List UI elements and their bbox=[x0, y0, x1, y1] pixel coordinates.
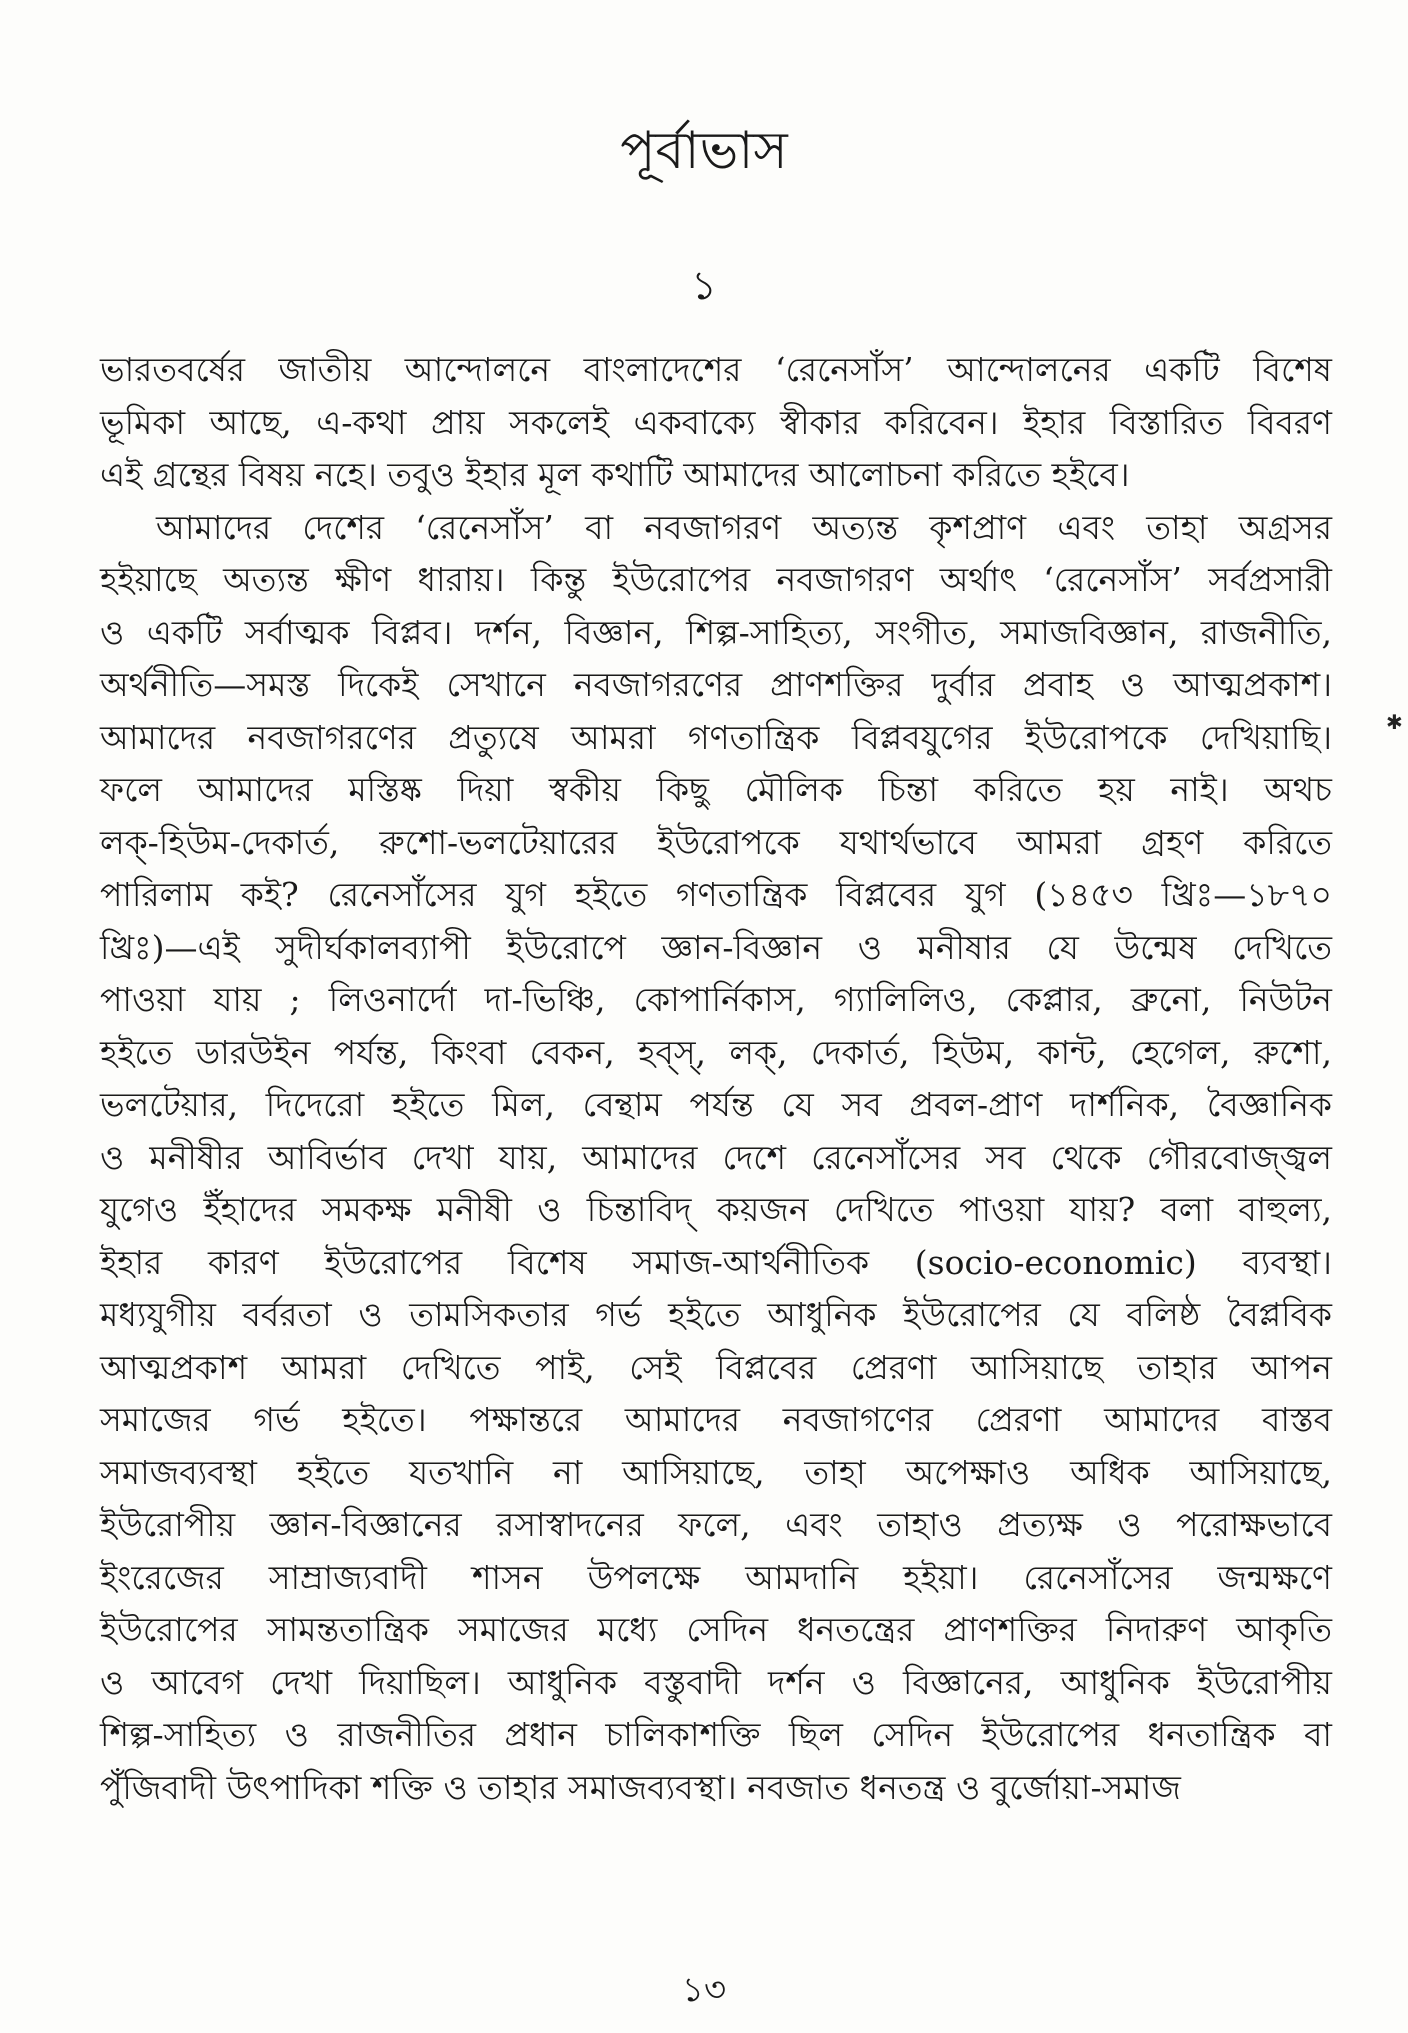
text-line: ফলে আমাদের মস্তিষ্ক দিয়া স্বকীয় কিছু মৌলিক চিন্তা করিতে হয় নাই। অথচ bbox=[100, 770, 1332, 809]
text-line: ভূমিকা আছে, এ-কথা প্রায় সকলেই একবাক্যে স্বীকার করিবেন। ইহার বিস্তারিত বিবরণ bbox=[100, 402, 1332, 442]
text-line: যুগেও ইঁহাদের সমকক্ষ মনীষী ও চিন্তাবিদ্ কয়জন দেখিতে পাওয়া যায়? বলা বাহুল্য, bbox=[100, 1190, 1332, 1229]
body-text bbox=[100, 344, 1332, 1814]
text-line: আত্মপ্রকাশ আমরা দেখিতে পাই, সেই বিপ্লবের প্রেরণা আসিয়াছে তাহার আপন bbox=[100, 1347, 1332, 1387]
page-number: ১৩ bbox=[681, 1970, 727, 2010]
text-line: আমাদের নবজাগরণের প্রত্যুষে আমরা গণতান্ত্রিক বিপ্লবযুগের ইউরোপকে দেখিয়াছি। bbox=[100, 717, 1332, 757]
text-line: এই গ্রন্থের বিষয় নহে। তবুও ইহার মূল কথাটি আমাদের আলোচনা করিতে হইবে। bbox=[100, 455, 1130, 494]
text-line: ইহার কারণ ইউরোপের বিশেষ সমাজ-আর্থনীতিক (socio-economic) ব্যবস্থা। bbox=[100, 1242, 1332, 1282]
text-line: ভারতবর্ষের জাতীয় আন্দোলনে বাংলাদেশের ‘রেনেসাঁস’ আন্দোলনের একটি বিশেষ bbox=[100, 350, 1332, 389]
text-line: পারিলাম কই? রেনেসাঁসের যুগ হইতে গণতান্ত্রিক বিপ্লবের যুগ (১৪৫৩ খ্রিঃ—১৮৭০ bbox=[100, 875, 1332, 914]
text-line: মধ্যযুগীয় বর্বরতা ও তামসিকতার গর্ভ হইতে আধুনিক ইউরোপের যে বলিষ্ঠ বৈপ্লবিক bbox=[100, 1295, 1332, 1334]
text-line: ও আবেগ দেখা দিয়াছিল। আধুনিক বস্তুবাদী দর্শন ও বিজ্ঞানের, আধুনিক ইউরোপীয় bbox=[100, 1662, 1332, 1702]
text-line: সমাজের গর্ভ হইতে। পক্ষান্তরে আমাদের নবজাগণের প্রেরণা আমাদের বাস্তব bbox=[100, 1400, 1332, 1439]
text-line: খ্রিঃ)—এই সুদীর্ঘকালব্যাপী ইউরোপে জ্ঞান-বিজ্ঞান ও মনীষার যে উন্মেষ দেখিতে bbox=[100, 927, 1332, 967]
text-line: সমাজব্যবস্থা হইতে যতখানি না আসিয়াছে, তাহা অপেক্ষাও অধিক আসিয়াছে, bbox=[100, 1452, 1332, 1492]
text-line: ও মনীষীর আবির্ভাব দেখা যায়, আমাদের দেশে রেনেসাঁসের সব থেকে গৌরবোজ্জ্বল bbox=[100, 1137, 1332, 1177]
text-line: হইয়াছে অত্যন্ত ক্ষীণ ধারায়। কিন্তু ইউরোপের নবজাগরণ অর্থাৎ ‘রেনেসাঁস’ সর্বপ্রসারী bbox=[100, 560, 1332, 599]
text-line: পাওয়া যায় ; লিওনার্দো দা-ভিঞ্চি, কোপার্নিকাস, গ্যালিলিও, কেপ্লার, ব্রুনো, নিউটন bbox=[100, 980, 1332, 1019]
text-line: ইউরোপের সামন্ততান্ত্রিক সমাজের মধ্যে সেদিন ধনতন্ত্রের প্রাণশক্তির নিদারুণ আকৃতি bbox=[100, 1610, 1332, 1649]
margin-mark: ✱ bbox=[1386, 710, 1403, 734]
text-line: ভলটেয়ার, দিদেরো হইতে মিল, বেন্থাম পর্যন্ত যে সব প্রবল-প্রাণ দার্শনিক, বৈজ্ঞানিক bbox=[100, 1085, 1332, 1124]
page-title: পূর্বাভাস bbox=[620, 121, 788, 181]
text-line: আমাদের দেশের ‘রেনেসাঁস’ বা নবজাগরণ অত্যন্ত কৃশপ্রাণ এবং তাহা অগ্রসর bbox=[156, 507, 1332, 547]
text-line: ও একটি সর্বাত্মক বিপ্লব। দর্শন, বিজ্ঞান, শিল্প-সাহিত্য, সংগীত, সমাজবিজ্ঞান, রাজনীতি, bbox=[100, 612, 1332, 652]
section-number: ১ bbox=[691, 263, 717, 309]
text-line: পুঁজিবাদী উৎপাদিকা শক্তি ও তাহার সমাজব্যবস্থা। নবজাত ধনতন্ত্র ও বুর্জোয়া-সমাজ bbox=[100, 1767, 1181, 1807]
text-line: ইংরেজের সাম্রাজ্যবাদী শাসন উপলক্ষে আমদানি হইয়া। রেনেসাঁসের জন্মক্ষণে bbox=[100, 1557, 1332, 1597]
text-line: হইতে ডারউইন পর্যন্ত, কিংবা বেকন, হব্স্, লক্, দেকার্ত, হিউম, কান্ট, হেগেল, রুশো, bbox=[100, 1032, 1332, 1072]
text-line: ইউরোপীয় জ্ঞান-বিজ্ঞানের রসাস্বাদনের ফলে, এবং তাহাও প্রত্যক্ষ ও পরোক্ষভাবে bbox=[100, 1505, 1332, 1544]
text-line: লক্-হিউম-দেকার্ত, রুশো-ভলটেয়ারের ইউরোপকে যথার্থভাবে আমরা গ্রহণ করিতে bbox=[100, 822, 1332, 862]
text-line: শিল্প-সাহিত্য ও রাজনীতির প্রধান চালিকাশক্তি ছিল সেদিন ইউরোপের ধনতান্ত্রিক বা bbox=[100, 1715, 1332, 1754]
text-line: অর্থনীতি—সমস্ত দিকেই সেখানে নবজাগরণের প্রাণশক্তির দুর্বার প্রবাহ ও আত্মপ্রকাশ। bbox=[100, 665, 1332, 704]
